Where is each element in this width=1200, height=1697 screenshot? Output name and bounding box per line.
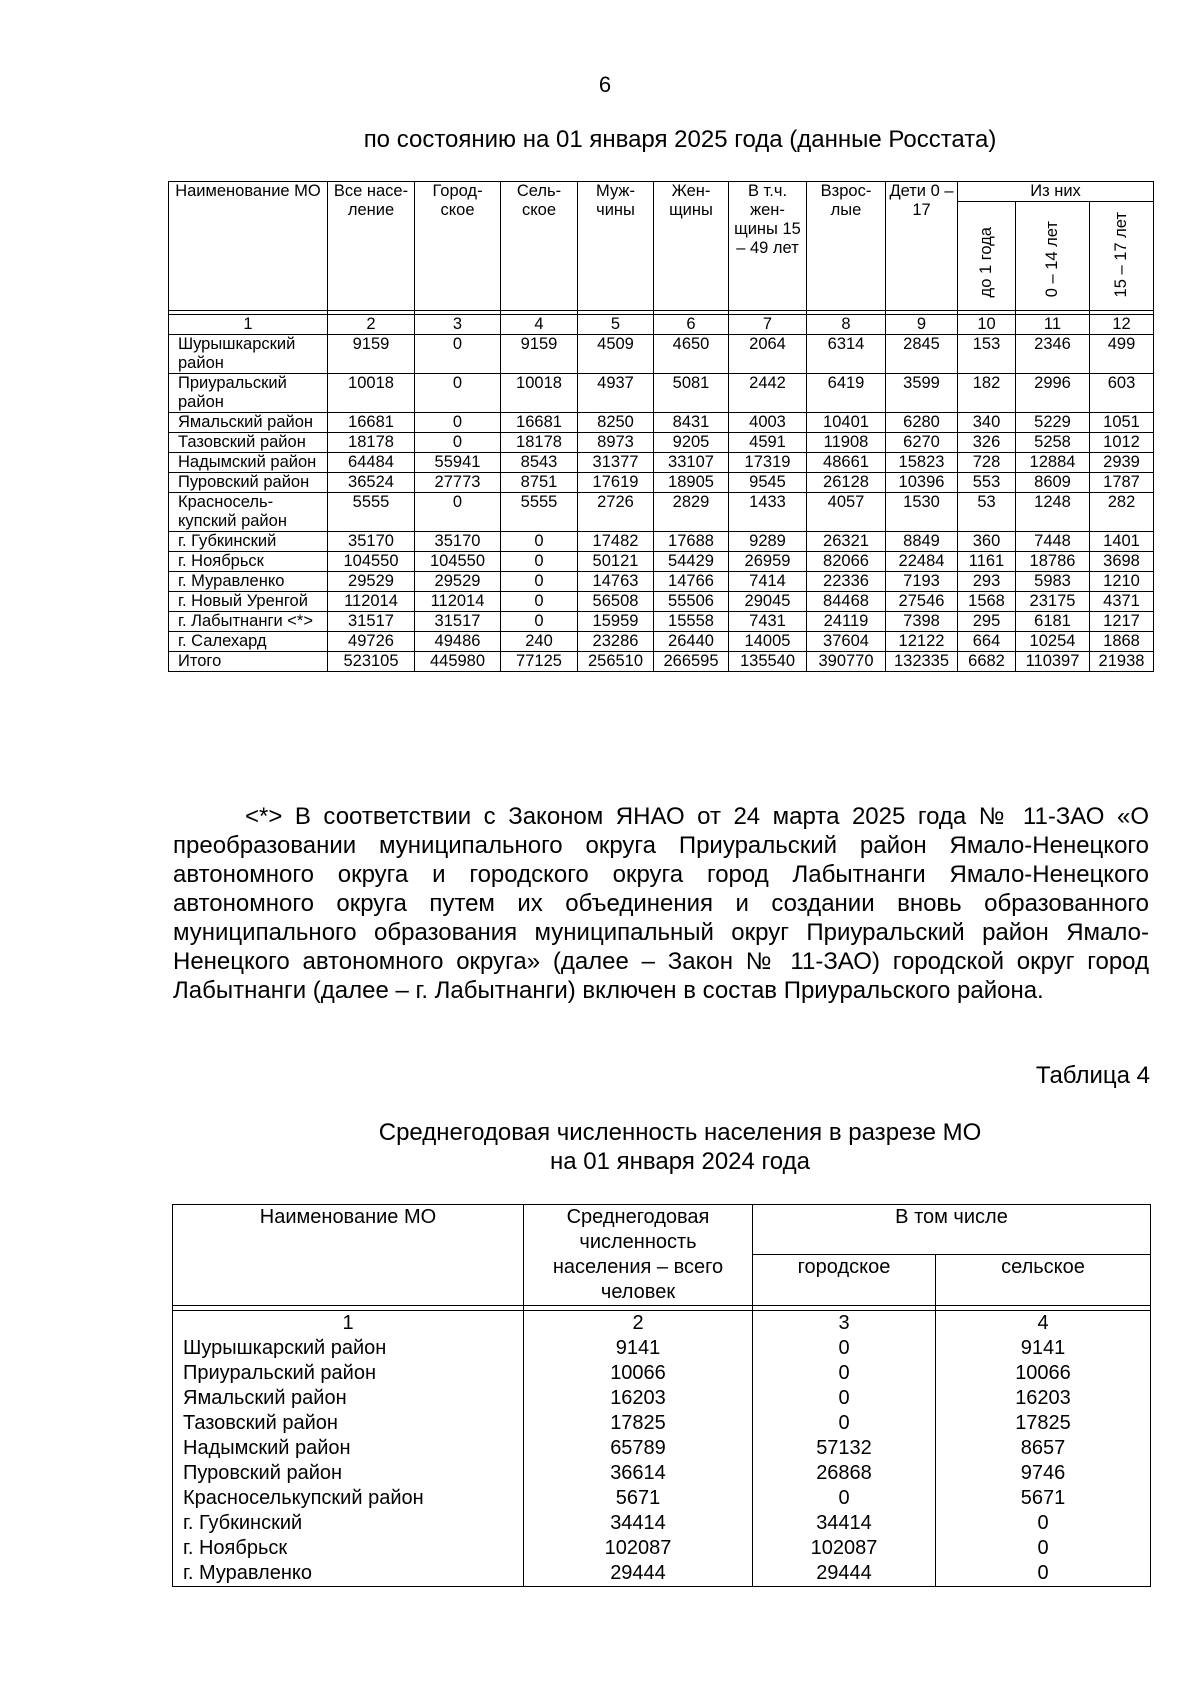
value-cell: 8849 — [886, 532, 958, 552]
total-row — [169, 652, 1154, 672]
value-cell: 8751 — [501, 473, 578, 493]
value-cell: 14005 — [729, 632, 807, 652]
value-cell: 29444 — [753, 1561, 936, 1587]
mo-name-cell: Ямальский район — [169, 413, 328, 433]
header-adults: Взрос-лые — [807, 182, 886, 311]
table4-number: Таблица 4 — [1035, 1062, 1150, 1089]
value-cell: 56508 — [578, 592, 654, 612]
value-cell: 4937 — [578, 374, 654, 413]
mo-name-cell: Красноселькупский район — [173, 1486, 524, 1511]
value-cell: 9159 — [328, 335, 415, 374]
value-cell: 8609 — [1016, 473, 1090, 493]
table-row — [169, 612, 1154, 632]
table4-title-line2: на 01 января 2024 года — [550, 1148, 810, 1175]
value-cell: 22484 — [886, 552, 958, 572]
value-cell: 11908 — [807, 433, 886, 453]
value-cell: 36614 — [524, 1461, 753, 1486]
value-cell: 7448 — [1016, 532, 1090, 552]
column-number: 9 — [886, 315, 958, 335]
value-cell: 112014 — [415, 592, 501, 612]
column-number: 4 — [936, 1311, 1151, 1337]
value-cell: 4371 — [1090, 592, 1154, 612]
value-cell: 15959 — [578, 612, 654, 632]
value-cell: 24119 — [807, 612, 886, 632]
value-cell: 65789 — [524, 1436, 753, 1461]
value-cell: 7414 — [729, 572, 807, 592]
value-cell: 35170 — [328, 532, 415, 552]
value-cell: 1401 — [1090, 532, 1154, 552]
value-cell: 0 — [415, 335, 501, 374]
value-cell: 17825 — [936, 1411, 1151, 1436]
value-cell: 9205 — [654, 433, 729, 453]
value-cell: 10066 — [936, 1361, 1151, 1386]
value-cell: 3599 — [886, 374, 958, 413]
mo-name-cell: Шурышкарский район — [169, 335, 328, 374]
value-cell: 5258 — [1016, 433, 1090, 453]
value-cell: 16681 — [501, 413, 578, 433]
table4-title — [150, 1118, 1200, 1176]
table3-body — [169, 311, 1154, 672]
value-cell: 34414 — [753, 1511, 936, 1536]
value-cell: 0 — [415, 413, 501, 433]
value-cell: 4650 — [654, 335, 729, 374]
value-cell: 0 — [415, 433, 501, 453]
value-cell: 10254 — [1016, 632, 1090, 652]
value-cell: 31377 — [578, 453, 654, 473]
mo-name-cell: г. Муравленко — [173, 1561, 524, 1587]
value-cell: 0 — [936, 1561, 1151, 1587]
column-number: 5 — [578, 315, 654, 335]
value-cell: 37604 — [807, 632, 886, 652]
value-cell: 48661 — [807, 453, 886, 473]
value-cell: 256510 — [578, 652, 654, 672]
value-cell: 135540 — [729, 652, 807, 672]
value-cell: 1787 — [1090, 473, 1154, 493]
table-row — [173, 1411, 1151, 1436]
value-cell: 295 — [958, 612, 1016, 632]
value-cell: 49726 — [328, 632, 415, 652]
value-cell: 6280 — [886, 413, 958, 433]
column-number: 11 — [1016, 315, 1090, 335]
value-cell: 390770 — [807, 652, 886, 672]
value-cell: 104550 — [328, 552, 415, 572]
value-cell: 29045 — [729, 592, 807, 612]
footnote — [173, 802, 1149, 1005]
header-women-15-49: В т.ч. жен-щины 15 – 49 лет — [729, 182, 807, 311]
value-cell: 15823 — [886, 453, 958, 473]
mo-name-cell: Итого — [169, 652, 328, 672]
column-number: 2 — [328, 315, 415, 335]
value-cell: 293 — [958, 572, 1016, 592]
header-children: Дети 0 – 17 — [886, 182, 958, 311]
table4-body — [173, 1306, 1151, 1587]
column-number: 4 — [501, 315, 578, 335]
value-cell: 0 — [415, 374, 501, 413]
table-row — [169, 335, 1154, 374]
value-cell: 4003 — [729, 413, 807, 433]
value-cell: 18178 — [328, 433, 415, 453]
value-cell: 17619 — [578, 473, 654, 493]
mo-name-cell: Ямальский район — [173, 1386, 524, 1411]
value-cell: 14763 — [578, 572, 654, 592]
value-cell: 1248 — [1016, 493, 1090, 532]
value-cell: 1210 — [1090, 572, 1154, 592]
column-number-row — [173, 1311, 1151, 1337]
mo-name-cell: Пуровский район — [173, 1461, 524, 1486]
value-cell: 1568 — [958, 592, 1016, 612]
value-cell: 84468 — [807, 592, 886, 612]
value-cell: 102087 — [524, 1536, 753, 1561]
table-row — [169, 632, 1154, 652]
header-name: Наименование МО — [169, 182, 328, 311]
value-cell: 132335 — [886, 652, 958, 672]
column-number: 12 — [1090, 315, 1154, 335]
value-cell: 5555 — [328, 493, 415, 532]
table-row — [169, 453, 1154, 473]
value-cell: 23286 — [578, 632, 654, 652]
value-cell: 9159 — [501, 335, 578, 374]
value-cell: 10396 — [886, 473, 958, 493]
value-cell: 0 — [753, 1486, 936, 1511]
value-cell: 31517 — [415, 612, 501, 632]
value-cell: 5671 — [524, 1486, 753, 1511]
value-cell: 1868 — [1090, 632, 1154, 652]
value-cell: 8431 — [654, 413, 729, 433]
value-cell: 49486 — [415, 632, 501, 652]
value-cell: 27546 — [886, 592, 958, 612]
value-cell: 57132 — [753, 1436, 936, 1461]
value-cell: 54429 — [654, 552, 729, 572]
value-cell: 2726 — [578, 493, 654, 532]
table-row — [173, 1511, 1151, 1536]
value-cell: 10018 — [328, 374, 415, 413]
table-row — [173, 1536, 1151, 1561]
value-cell: 26959 — [729, 552, 807, 572]
value-cell: 6181 — [1016, 612, 1090, 632]
value-cell: 64484 — [328, 453, 415, 473]
value-cell: 6419 — [807, 374, 886, 413]
value-cell: 1051 — [1090, 413, 1154, 433]
value-cell: 0 — [501, 612, 578, 632]
table4-title-line1: Среднегодовая численность населения в разрезе МО — [378, 1119, 982, 1146]
value-cell: 35170 — [415, 532, 501, 552]
table-row — [173, 1461, 1151, 1486]
table-row — [173, 1561, 1151, 1587]
value-cell: 664 — [958, 632, 1016, 652]
value-cell: 8250 — [578, 413, 654, 433]
table-row — [173, 1336, 1151, 1361]
value-cell: 0 — [501, 592, 578, 612]
value-cell: 21938 — [1090, 652, 1154, 672]
mo-name-cell: Надымский район — [173, 1436, 524, 1461]
value-cell: 5555 — [501, 493, 578, 532]
value-cell: 18178 — [501, 433, 578, 453]
value-cell: 8657 — [936, 1436, 1151, 1461]
value-cell: 523105 — [328, 652, 415, 672]
value-cell: 445980 — [415, 652, 501, 672]
value-cell: 5671 — [936, 1486, 1151, 1511]
value-cell: 2939 — [1090, 453, 1154, 473]
value-cell: 104550 — [415, 552, 501, 572]
value-cell: 15558 — [654, 612, 729, 632]
mo-name-cell: Приуральский район — [173, 1361, 524, 1386]
value-cell: 2442 — [729, 374, 807, 413]
t4-header-total: Среднегодовая численность населения – всего человек — [524, 1205, 753, 1306]
value-cell: 29444 — [524, 1561, 753, 1587]
value-cell: 22336 — [807, 572, 886, 592]
value-cell: 77125 — [501, 652, 578, 672]
table-row — [169, 552, 1154, 572]
t4-header-urban: городское — [753, 1255, 936, 1306]
value-cell: 9545 — [729, 473, 807, 493]
value-cell: 16203 — [936, 1386, 1151, 1411]
value-cell: 55941 — [415, 453, 501, 473]
table-row — [173, 1361, 1151, 1386]
value-cell: 6270 — [886, 433, 958, 453]
value-cell: 53 — [958, 493, 1016, 532]
column-number-row — [169, 315, 1154, 335]
value-cell: 12884 — [1016, 453, 1090, 473]
table-row — [169, 413, 1154, 433]
value-cell: 603 — [1090, 374, 1154, 413]
table-row — [173, 1486, 1151, 1511]
column-number: 8 — [807, 315, 886, 335]
table3-caption: по состоянию на 01 января 2025 года (данные Росстата) — [363, 126, 997, 153]
table-row — [169, 493, 1154, 532]
value-cell: 0 — [501, 532, 578, 552]
value-cell: 240 — [501, 632, 578, 652]
mo-name-cell: г. Муравленко — [169, 572, 328, 592]
value-cell: 553 — [958, 473, 1016, 493]
value-cell: 0 — [753, 1361, 936, 1386]
header-age-15-17: 15 – 17 лет — [1090, 202, 1154, 311]
mo-name-cell: Красносель-купский район — [169, 493, 328, 532]
value-cell: 4509 — [578, 335, 654, 374]
table-row — [173, 1436, 1151, 1461]
value-cell: 0 — [753, 1411, 936, 1436]
value-cell: 12122 — [886, 632, 958, 652]
value-cell: 50121 — [578, 552, 654, 572]
value-cell: 31517 — [328, 612, 415, 632]
value-cell: 1217 — [1090, 612, 1154, 632]
column-number: 3 — [415, 315, 501, 335]
value-cell: 23175 — [1016, 592, 1090, 612]
value-cell: 1433 — [729, 493, 807, 532]
value-cell: 26440 — [654, 632, 729, 652]
mo-name-cell: г. Новый Уренгой — [169, 592, 328, 612]
value-cell: 326 — [958, 433, 1016, 453]
value-cell: 5229 — [1016, 413, 1090, 433]
value-cell: 16203 — [524, 1386, 753, 1411]
value-cell: 2845 — [886, 335, 958, 374]
value-cell: 7431 — [729, 612, 807, 632]
value-cell: 10018 — [501, 374, 578, 413]
value-cell: 36524 — [328, 473, 415, 493]
table-row — [173, 1386, 1151, 1411]
t4-header-including: В том числе — [753, 1205, 1151, 1255]
value-cell: 18905 — [654, 473, 729, 493]
value-cell: 6314 — [807, 335, 886, 374]
mo-name-cell: Шурышкарский район — [173, 1336, 524, 1361]
value-cell: 110397 — [1016, 652, 1090, 672]
header-rural: Сель-ское — [501, 182, 578, 311]
value-cell: 6682 — [958, 652, 1016, 672]
header-urban: Город-ское — [415, 182, 501, 311]
value-cell: 282 — [1090, 493, 1154, 532]
value-cell: 266595 — [654, 652, 729, 672]
value-cell: 340 — [958, 413, 1016, 433]
mo-name-cell: г. Лабытнанги <*> — [169, 612, 328, 632]
column-number: 3 — [753, 1311, 936, 1337]
mo-name-cell: Приуральский район — [169, 374, 328, 413]
value-cell: 0 — [936, 1511, 1151, 1536]
header-of-them: Из них — [958, 182, 1154, 202]
value-cell: 5081 — [654, 374, 729, 413]
mo-name-cell: г. Губкинский — [173, 1511, 524, 1536]
value-cell: 0 — [936, 1536, 1151, 1561]
column-number: 7 — [729, 315, 807, 335]
value-cell: 1161 — [958, 552, 1016, 572]
value-cell: 34414 — [524, 1511, 753, 1536]
value-cell: 26128 — [807, 473, 886, 493]
mo-name-cell: г. Ноябрьск — [173, 1536, 524, 1561]
table-row — [169, 572, 1154, 592]
value-cell: 0 — [753, 1386, 936, 1411]
value-cell: 102087 — [753, 1536, 936, 1561]
table-row — [169, 473, 1154, 493]
column-number: 10 — [958, 315, 1016, 335]
footnote-text: <*> В соответствии с Законом ЯНАО от 24 марта 2025 года № 11-ЗАО «О преобразовании муниципального округа Приуральский район Ямало-Ненецкого автономного округа и городского округа город Лабытнанги Ямало-Ненецкого автономного округа путем их объединения и создании вновь образованного муниципального образования муниципальный округ Приуральский район Ямало-Ненецкого автономного округа» (далее – Закон № 11-ЗАО) городской округ город Лабытнанги (далее – г. Лабытнанги) включен в состав Приуральского района. — [173, 803, 1149, 1004]
table-row — [169, 532, 1154, 552]
column-number: 1 — [169, 315, 328, 335]
population-table-2025 — [168, 181, 1154, 672]
value-cell: 10401 — [807, 413, 886, 433]
value-cell: 8543 — [501, 453, 578, 473]
value-cell: 5983 — [1016, 572, 1090, 592]
mo-name-cell: Тазовский район — [173, 1411, 524, 1436]
value-cell: 16681 — [328, 413, 415, 433]
value-cell: 9141 — [524, 1336, 753, 1361]
value-cell: 10066 — [524, 1361, 753, 1386]
column-number: 6 — [654, 315, 729, 335]
header-under-1: до 1 года — [958, 202, 1016, 311]
value-cell: 2064 — [729, 335, 807, 374]
header-all: Все насе-ление — [328, 182, 415, 311]
table-row — [169, 433, 1154, 453]
value-cell: 0 — [501, 552, 578, 572]
value-cell: 9141 — [936, 1336, 1151, 1361]
value-cell: 1012 — [1090, 433, 1154, 453]
header-men: Муж-чины — [578, 182, 654, 311]
mo-name-cell: г. Ноябрьск — [169, 552, 328, 572]
value-cell: 499 — [1090, 335, 1154, 374]
value-cell: 9289 — [729, 532, 807, 552]
value-cell: 153 — [958, 335, 1016, 374]
mo-name-cell: г. Салехард — [169, 632, 328, 652]
value-cell: 0 — [415, 493, 501, 532]
column-number: 2 — [524, 1311, 753, 1337]
table-row — [169, 374, 1154, 413]
mo-name-cell: Надымский район — [169, 453, 328, 473]
value-cell: 112014 — [328, 592, 415, 612]
table-row — [169, 592, 1154, 612]
value-cell: 18786 — [1016, 552, 1090, 572]
value-cell: 7398 — [886, 612, 958, 632]
page-number: 6 — [598, 72, 612, 97]
mo-name-cell: Пуровский район — [169, 473, 328, 493]
value-cell: 17319 — [729, 453, 807, 473]
t4-header-name: Наименование МО — [173, 1205, 524, 1306]
header-women: Жен-щины — [654, 182, 729, 311]
value-cell: 8973 — [578, 433, 654, 453]
value-cell: 2346 — [1016, 335, 1090, 374]
value-cell: 29529 — [328, 572, 415, 592]
value-cell: 26321 — [807, 532, 886, 552]
value-cell: 27773 — [415, 473, 501, 493]
value-cell: 17482 — [578, 532, 654, 552]
value-cell: 7193 — [886, 572, 958, 592]
t4-header-rural: сельское — [936, 1255, 1151, 1306]
value-cell: 182 — [958, 374, 1016, 413]
value-cell: 33107 — [654, 453, 729, 473]
value-cell: 4591 — [729, 433, 807, 453]
value-cell: 26868 — [753, 1461, 936, 1486]
average-population-table-2024 — [172, 1204, 1151, 1587]
column-number: 1 — [173, 1311, 524, 1337]
header-age-0-14: 0 – 14 лет — [1016, 202, 1090, 311]
value-cell: 55506 — [654, 592, 729, 612]
value-cell: 0 — [753, 1336, 936, 1361]
value-cell: 29529 — [415, 572, 501, 592]
value-cell: 9746 — [936, 1461, 1151, 1486]
value-cell: 17688 — [654, 532, 729, 552]
value-cell: 360 — [958, 532, 1016, 552]
value-cell: 0 — [501, 572, 578, 592]
value-cell: 2996 — [1016, 374, 1090, 413]
value-cell: 17825 — [524, 1411, 753, 1436]
value-cell: 2829 — [654, 493, 729, 532]
value-cell: 3698 — [1090, 552, 1154, 572]
value-cell: 82066 — [807, 552, 886, 572]
mo-name-cell: г. Губкинский — [169, 532, 328, 552]
value-cell: 728 — [958, 453, 1016, 473]
value-cell: 1530 — [886, 493, 958, 532]
value-cell: 4057 — [807, 493, 886, 532]
mo-name-cell: Тазовский район — [169, 433, 328, 453]
value-cell: 14766 — [654, 572, 729, 592]
